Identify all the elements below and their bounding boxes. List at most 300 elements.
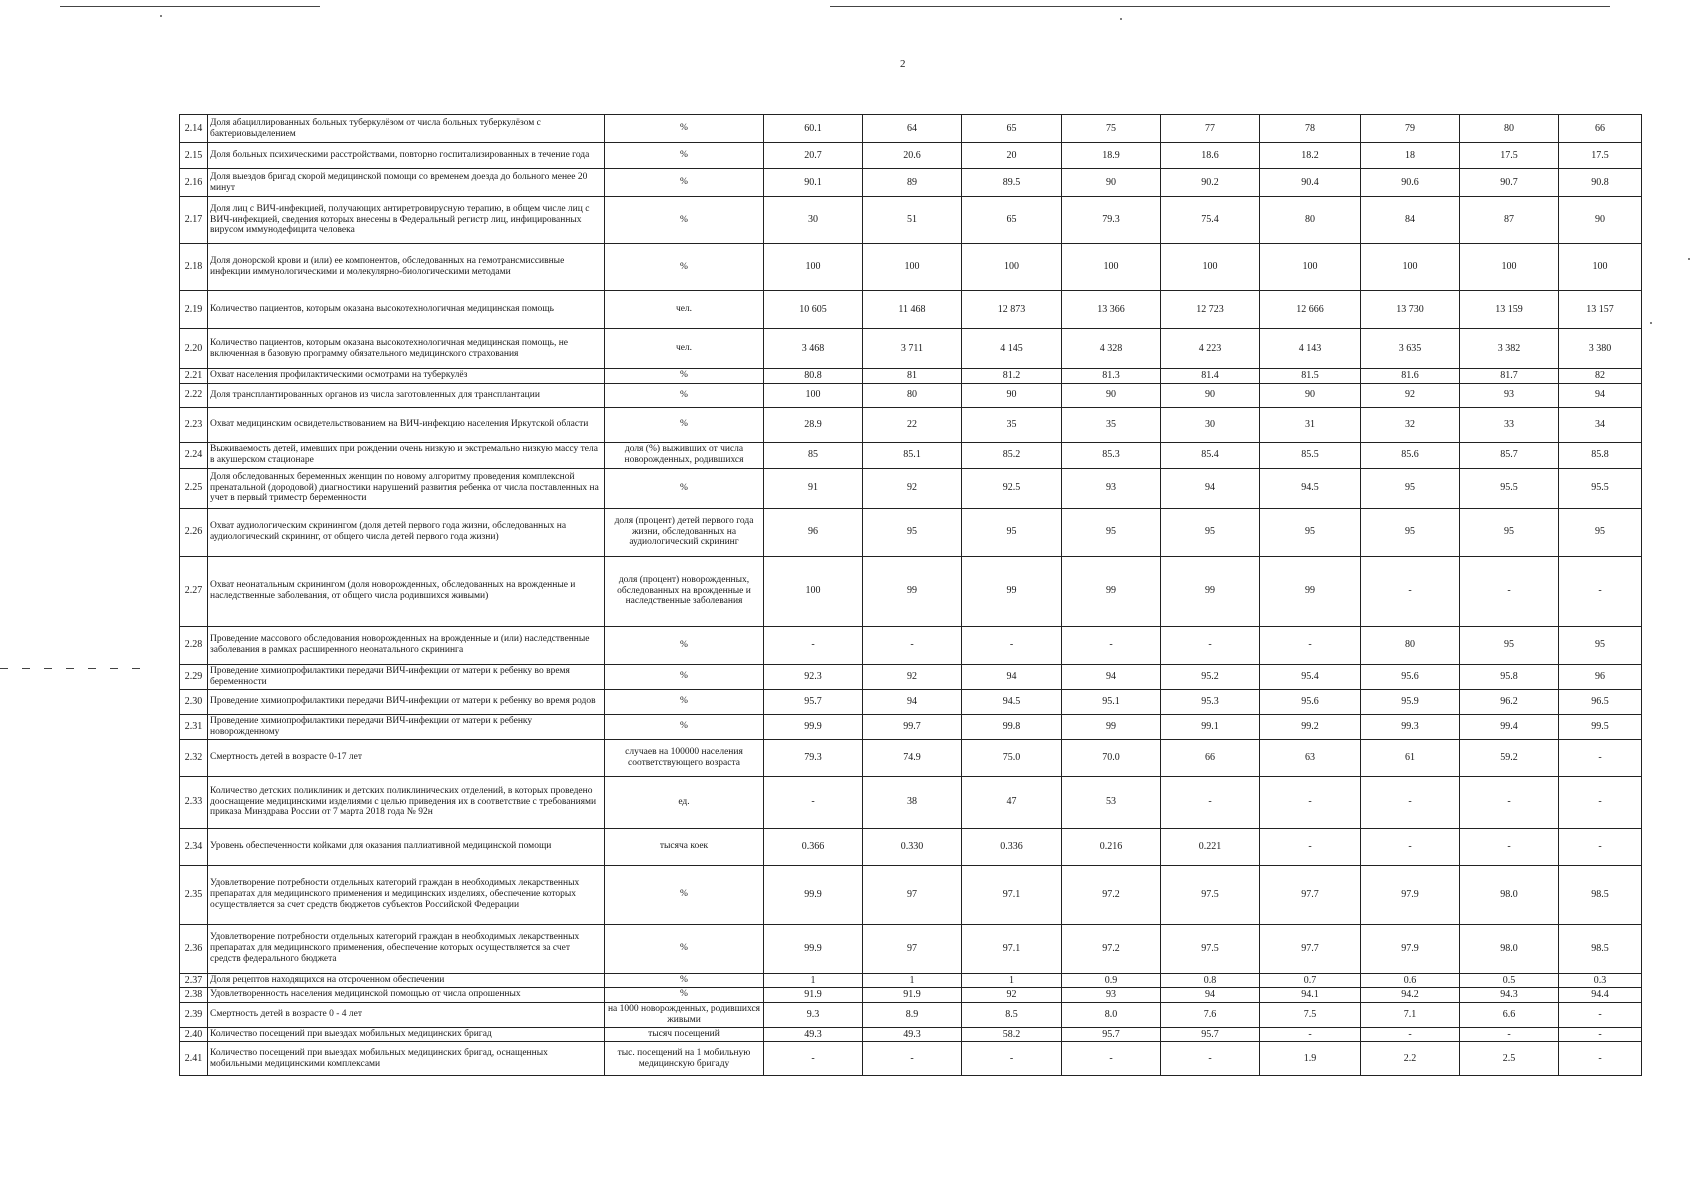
row-number: 2.22 <box>180 383 208 407</box>
row-number: 2.15 <box>180 143 208 169</box>
indicator-value: 92.5 <box>962 468 1062 508</box>
indicator-value: 99.2 <box>1260 714 1361 739</box>
indicator-unit: % <box>605 115 764 143</box>
indicator-value: 0.5 <box>1460 973 1559 988</box>
indicator-value: 20.7 <box>764 143 863 169</box>
indicator-name: Доля обследованных беременных женщин по новому алгоритму проведения комплексной пренатальной (дородовой) диагностики нарушений развития ребенка от числа поставленных на учет в первый триместр беременности <box>208 468 605 508</box>
indicator-value: 84 <box>1361 197 1460 244</box>
indicator-value: 79.3 <box>1062 197 1161 244</box>
indicator-value: 97.7 <box>1260 865 1361 924</box>
indicator-value: 82 <box>1559 369 1642 384</box>
indicator-value: 95.6 <box>1260 689 1361 714</box>
row-number: 2.19 <box>180 291 208 329</box>
table-row <box>180 407 1642 442</box>
indicator-unit: доля (процент) детей первого года жизни, обследованных на аудиологический скрининг <box>605 508 764 556</box>
indicator-name: Доля лиц с ВИЧ-инфекцией, получающих антиретровирусную терапию, в общем числе лиц с ВИЧ-инфекцией, сведения которых внесены в Федеральный регистр лиц, инфицированных вирусом иммунодефицита человека <box>208 197 605 244</box>
indicator-value: 99.3 <box>1361 714 1460 739</box>
row-number: 2.35 <box>180 865 208 924</box>
indicator-value: 99.1 <box>1161 714 1260 739</box>
indicator-value: - <box>1260 626 1361 664</box>
indicator-value: 75.4 <box>1161 197 1260 244</box>
indicator-value: 79.3 <box>764 739 863 776</box>
indicator-value: - <box>1559 1042 1642 1076</box>
indicator-value: 85.3 <box>1062 442 1161 468</box>
indicator-value: - <box>764 776 863 828</box>
indicator-value: 66 <box>1559 115 1642 143</box>
row-number: 2.31 <box>180 714 208 739</box>
indicator-name: Смертность детей в возрасте 0 - 4 лет <box>208 1002 605 1027</box>
indicator-value: 99.8 <box>962 714 1062 739</box>
indicator-value: 18.2 <box>1260 143 1361 169</box>
scan-dot <box>1688 258 1690 260</box>
indicator-value: 65 <box>962 197 1062 244</box>
indicator-value: 90 <box>1161 383 1260 407</box>
indicator-unit: % <box>605 988 764 1003</box>
table-row <box>180 689 1642 714</box>
indicator-value: 97.1 <box>962 924 1062 973</box>
row-number: 2.23 <box>180 407 208 442</box>
indicator-value: - <box>1062 1042 1161 1076</box>
row-number: 2.33 <box>180 776 208 828</box>
indicator-value: 99 <box>962 556 1062 626</box>
indicator-value: 89 <box>863 169 962 197</box>
indicator-value: 2.5 <box>1460 1042 1559 1076</box>
indicator-value: 8.5 <box>962 1002 1062 1027</box>
indicator-name: Охват аудиологическим скринингом (доля детей первого года жизни, обследованных на аудиологический скрининг, от общего числа детей первого года жизни) <box>208 508 605 556</box>
indicator-value: 96.2 <box>1460 689 1559 714</box>
indicator-value: 98.0 <box>1460 865 1559 924</box>
indicator-value: 3 468 <box>764 329 863 369</box>
table-row <box>180 329 1642 369</box>
indicator-value: 97.9 <box>1361 924 1460 973</box>
indicator-value: 81.6 <box>1361 369 1460 384</box>
indicator-value: 95 <box>1460 626 1559 664</box>
table-row <box>180 1042 1642 1076</box>
table-row <box>180 988 1642 1003</box>
indicator-value: - <box>1460 776 1559 828</box>
indicator-value: 99 <box>1161 556 1260 626</box>
indicator-value: 90.7 <box>1460 169 1559 197</box>
indicator-value: 97 <box>863 865 962 924</box>
indicator-value: - <box>1260 828 1361 865</box>
indicator-value: - <box>764 626 863 664</box>
indicator-value: 20 <box>962 143 1062 169</box>
indicator-value: 31 <box>1260 407 1361 442</box>
indicator-value: 8.9 <box>863 1002 962 1027</box>
indicator-value: - <box>1361 556 1460 626</box>
indicator-value: 90.8 <box>1559 169 1642 197</box>
indicator-unit: % <box>605 244 764 291</box>
indicator-value: 77 <box>1161 115 1260 143</box>
indicator-value: 9.3 <box>764 1002 863 1027</box>
indicator-value: 80 <box>863 383 962 407</box>
indicator-name: Охват населения профилактическими осмотрами на туберкулёз <box>208 369 605 384</box>
indicator-unit: % <box>605 924 764 973</box>
indicator-value: 0.221 <box>1161 828 1260 865</box>
indicator-value: 2.2 <box>1361 1042 1460 1076</box>
indicator-value: 30 <box>764 197 863 244</box>
table-row <box>180 143 1642 169</box>
indicator-value: 92 <box>863 664 962 689</box>
indicator-unit: % <box>605 197 764 244</box>
indicator-value: - <box>1559 739 1642 776</box>
indicator-value: 1 <box>764 973 863 988</box>
indicator-value: 4 143 <box>1260 329 1361 369</box>
indicator-value: 94 <box>1559 383 1642 407</box>
indicator-value: 91.9 <box>764 988 863 1003</box>
indicator-value: 95 <box>1260 508 1361 556</box>
indicator-value: 85.4 <box>1161 442 1260 468</box>
indicator-unit: ед. <box>605 776 764 828</box>
indicator-value: 99 <box>1062 714 1161 739</box>
indicator-value: 98.5 <box>1559 865 1642 924</box>
indicator-value: 99.5 <box>1559 714 1642 739</box>
indicator-value: 81.2 <box>962 369 1062 384</box>
indicator-unit: % <box>605 626 764 664</box>
indicator-unit: % <box>605 169 764 197</box>
row-number: 2.27 <box>180 556 208 626</box>
indicator-value: 99.4 <box>1460 714 1559 739</box>
indicator-value: 90.1 <box>764 169 863 197</box>
row-number: 2.41 <box>180 1042 208 1076</box>
indicator-unit: % <box>605 664 764 689</box>
row-number: 2.29 <box>180 664 208 689</box>
table-row <box>180 244 1642 291</box>
indicator-value: - <box>1559 776 1642 828</box>
indicator-value: 81.7 <box>1460 369 1559 384</box>
indicator-unit: случаев на 100000 населения соответствующего возраста <box>605 739 764 776</box>
indicator-value: 99 <box>1260 556 1361 626</box>
indicator-value: 92 <box>863 468 962 508</box>
indicator-name: Проведение химиопрофилактики передачи ВИЧ-инфекции от матери к ребенку новорожденному <box>208 714 605 739</box>
indicator-value: 96 <box>1559 664 1642 689</box>
indicator-unit: доля (%) выживших от числа новорожденных, родившихся <box>605 442 764 468</box>
indicator-value: 1 <box>863 973 962 988</box>
indicator-value: 94.3 <box>1460 988 1559 1003</box>
indicator-value: 49.3 <box>764 1027 863 1042</box>
indicator-value: 95.9 <box>1361 689 1460 714</box>
indicator-name: Проведение массового обследования новорожденных на врожденные и (или) наследственные заболевания в рамках расширенного неонатального скрининга <box>208 626 605 664</box>
row-number: 2.34 <box>180 828 208 865</box>
indicator-value: 85.6 <box>1361 442 1460 468</box>
indicator-value: 99.9 <box>764 865 863 924</box>
indicator-name: Количество пациентов, которым оказана высокотехнологичная медицинская помощь, не включенная в базовую программу обязательного медицинского страхования <box>208 329 605 369</box>
indicator-value: 63 <box>1260 739 1361 776</box>
indicator-value: 100 <box>1559 244 1642 291</box>
indicator-value: 0.9 <box>1062 973 1161 988</box>
indicator-name: Доля выездов бригад скорой медицинской помощи со временем доезда до больного менее 20 минут <box>208 169 605 197</box>
indicator-value: 13 157 <box>1559 291 1642 329</box>
indicator-value: 100 <box>863 244 962 291</box>
table-row <box>180 197 1642 244</box>
indicator-value: 100 <box>1062 244 1161 291</box>
indicator-unit: % <box>605 468 764 508</box>
indicator-value: - <box>1161 776 1260 828</box>
table-row <box>180 383 1642 407</box>
table-row <box>180 626 1642 664</box>
indicator-value: 90.6 <box>1361 169 1460 197</box>
indicator-value: - <box>1460 828 1559 865</box>
indicator-value: - <box>1460 1027 1559 1042</box>
indicator-name: Удовлетворение потребности отдельных категорий граждан в необходимых лекарственных препаратах для медицинского применения и медицинских изделиях, обеспечение которых осуществляется за счет средств бюджетов субъектов Российской Федерации <box>208 865 605 924</box>
row-number: 2.32 <box>180 739 208 776</box>
indicator-value: - <box>1161 1042 1260 1076</box>
indicator-value: 90.4 <box>1260 169 1361 197</box>
indicator-value: 4 223 <box>1161 329 1260 369</box>
indicator-value: 98.5 <box>1559 924 1642 973</box>
indicator-value: 94 <box>1161 988 1260 1003</box>
indicator-value: 51 <box>863 197 962 244</box>
indicator-value: 13 159 <box>1460 291 1559 329</box>
indicator-value: - <box>1062 626 1161 664</box>
table-row <box>180 924 1642 973</box>
indicator-name: Выживаемость детей, имевших при рождении очень низкую и экстремально низкую массу тела в акушерском стационаре <box>208 442 605 468</box>
indicator-value: 28.9 <box>764 407 863 442</box>
indicator-value: 91.9 <box>863 988 962 1003</box>
indicator-value: 95.3 <box>1161 689 1260 714</box>
indicator-value: 7.6 <box>1161 1002 1260 1027</box>
indicator-unit: доля (процент) новорожденных, обследованных на врожденные и наследственные заболевания <box>605 556 764 626</box>
indicator-value: 85 <box>764 442 863 468</box>
indicator-value: 93 <box>1062 988 1161 1003</box>
indicator-value: 85.5 <box>1260 442 1361 468</box>
indicator-value: 80 <box>1460 115 1559 143</box>
indicator-value: 10 605 <box>764 291 863 329</box>
indicator-value: 3 635 <box>1361 329 1460 369</box>
indicator-value: 75 <box>1062 115 1161 143</box>
row-number: 2.37 <box>180 973 208 988</box>
indicator-value: 90.2 <box>1161 169 1260 197</box>
indicator-value: - <box>1559 1002 1642 1027</box>
indicator-name: Проведение химиопрофилактики передачи ВИЧ-инфекции от матери к ребенку во время родов <box>208 689 605 714</box>
indicator-value: - <box>1559 1027 1642 1042</box>
indicator-value: 90 <box>1260 383 1361 407</box>
indicator-value: 90 <box>1062 169 1161 197</box>
indicator-value: 90 <box>1062 383 1161 407</box>
scan-dot <box>160 15 162 17</box>
indicator-value: 20.6 <box>863 143 962 169</box>
indicator-value: 8.0 <box>1062 1002 1161 1027</box>
row-number: 2.16 <box>180 169 208 197</box>
indicator-value: 95 <box>1361 508 1460 556</box>
row-number: 2.14 <box>180 115 208 143</box>
indicator-unit: чел. <box>605 291 764 329</box>
indicator-unit: тысяч посещений <box>605 1027 764 1042</box>
scan-dashes-left <box>0 668 150 669</box>
indicator-value: 60.1 <box>764 115 863 143</box>
indicator-name: Количество детских поликлиник и детских поликлинических отделений, в которых проведено дооснащение медицинскими изделиями с целью приведения их в соответствие с требованиями приказа Минздрава России от 7 марта 2018 года № 92н <box>208 776 605 828</box>
indicator-value: 7.1 <box>1361 1002 1460 1027</box>
indicator-value: 98.0 <box>1460 924 1559 973</box>
indicator-value: 95 <box>863 508 962 556</box>
table-row <box>180 115 1642 143</box>
row-number: 2.39 <box>180 1002 208 1027</box>
row-number: 2.24 <box>180 442 208 468</box>
row-number: 2.30 <box>180 689 208 714</box>
scan-line-top-2 <box>830 6 1610 7</box>
table-row <box>180 508 1642 556</box>
indicator-value: 85.8 <box>1559 442 1642 468</box>
indicator-value: - <box>1260 776 1361 828</box>
indicator-value: 99 <box>1062 556 1161 626</box>
row-number: 2.36 <box>180 924 208 973</box>
indicator-value: - <box>1260 1027 1361 1042</box>
indicator-value: - <box>1559 556 1642 626</box>
indicator-value: 59.2 <box>1460 739 1559 776</box>
row-number: 2.18 <box>180 244 208 291</box>
page-number: 2 <box>900 58 906 70</box>
indicator-value: 13 730 <box>1361 291 1460 329</box>
indicator-unit: % <box>605 383 764 407</box>
indicator-value: 96 <box>764 508 863 556</box>
indicator-value: 94.5 <box>1260 468 1361 508</box>
scan-line-top <box>60 6 320 7</box>
row-number: 2.25 <box>180 468 208 508</box>
indicator-value: 97.5 <box>1161 924 1260 973</box>
indicator-value: 94.4 <box>1559 988 1642 1003</box>
indicator-name: Удовлетворение потребности отдельных категорий граждан в необходимых лекарственных препаратах для медицинского применения, обеспечение которых осуществляется за счет средств федерального бюджета <box>208 924 605 973</box>
table-row <box>180 556 1642 626</box>
indicator-unit: % <box>605 407 764 442</box>
indicator-value: 1.9 <box>1260 1042 1361 1076</box>
indicator-value: 94 <box>1062 664 1161 689</box>
indicator-value: 3 382 <box>1460 329 1559 369</box>
indicator-value: 0.7 <box>1260 973 1361 988</box>
table-row <box>180 291 1642 329</box>
indicator-unit: на 1000 новорожденных, родившихся живыми <box>605 1002 764 1027</box>
indicator-value: 97.2 <box>1062 865 1161 924</box>
indicator-name: Доля больных психическими расстройствами, повторно госпитализированных в течение года <box>208 143 605 169</box>
indicator-name: Количество посещений при выездах мобильных медицинских бригад, оснащенных мобильными медицинскими комплексами <box>208 1042 605 1076</box>
indicator-value: 58.2 <box>962 1027 1062 1042</box>
indicator-value: 47 <box>962 776 1062 828</box>
indicator-value: 3 380 <box>1559 329 1642 369</box>
row-number: 2.40 <box>180 1027 208 1042</box>
indicator-unit: % <box>605 369 764 384</box>
indicator-value: 85.7 <box>1460 442 1559 468</box>
indicator-value: 4 328 <box>1062 329 1161 369</box>
indicator-value: - <box>962 626 1062 664</box>
indicator-value: 93 <box>1062 468 1161 508</box>
indicator-value: 94 <box>962 664 1062 689</box>
indicator-value: 0.216 <box>1062 828 1161 865</box>
indicator-value: 80 <box>1361 626 1460 664</box>
indicator-value: 91 <box>764 468 863 508</box>
row-number: 2.28 <box>180 626 208 664</box>
indicator-value: 90 <box>962 383 1062 407</box>
indicator-value: 97.2 <box>1062 924 1161 973</box>
indicator-value: 13 366 <box>1062 291 1161 329</box>
indicator-value: 75.0 <box>962 739 1062 776</box>
indicator-name: Охват медицинским освидетельствованием на ВИЧ-инфекцию населения Иркутской области <box>208 407 605 442</box>
table-row <box>180 714 1642 739</box>
indicator-value: 100 <box>764 556 863 626</box>
indicator-unit: тыс. посещений на 1 мобильную медицинскую бригаду <box>605 1042 764 1076</box>
indicator-name: Смертность детей в возрасте 0-17 лет <box>208 739 605 776</box>
indicator-value: 95.7 <box>1062 1027 1161 1042</box>
indicator-value: - <box>1559 828 1642 865</box>
indicator-value: 92 <box>1361 383 1460 407</box>
indicator-value: 35 <box>1062 407 1161 442</box>
indicator-value: 100 <box>1361 244 1460 291</box>
indicator-value: 97.5 <box>1161 865 1260 924</box>
indicator-value: 94.5 <box>962 689 1062 714</box>
table-row <box>180 865 1642 924</box>
indicator-value: 61 <box>1361 739 1460 776</box>
indicator-value: 78 <box>1260 115 1361 143</box>
indicator-value: 95.7 <box>764 689 863 714</box>
indicator-value: 65 <box>962 115 1062 143</box>
indicator-value: - <box>1361 1027 1460 1042</box>
indicator-value: 97.9 <box>1361 865 1460 924</box>
indicator-name: Удовлетворенность населения медицинской помощью от числа опрошенных <box>208 988 605 1003</box>
indicator-value: 95 <box>962 508 1062 556</box>
indicator-value: 85.2 <box>962 442 1062 468</box>
indicator-value: 95.4 <box>1260 664 1361 689</box>
indicator-value: - <box>764 1042 863 1076</box>
indicator-value: 97 <box>863 924 962 973</box>
indicator-value: - <box>962 1042 1062 1076</box>
indicator-value: 18.6 <box>1161 143 1260 169</box>
indicator-value: 12 666 <box>1260 291 1361 329</box>
indicator-value: 49.3 <box>863 1027 962 1042</box>
table-row <box>180 442 1642 468</box>
indicator-value: 95 <box>1460 508 1559 556</box>
indicator-value: - <box>1460 556 1559 626</box>
indicator-value: 66 <box>1161 739 1260 776</box>
indicator-value: 97.7 <box>1260 924 1361 973</box>
indicator-value: 3 711 <box>863 329 962 369</box>
indicator-value: - <box>1361 776 1460 828</box>
indicator-name: Уровень обеспеченности койками для оказания паллиативной медицинской помощи <box>208 828 605 865</box>
indicator-value: 0.6 <box>1361 973 1460 988</box>
indicator-value: 34 <box>1559 407 1642 442</box>
row-number: 2.17 <box>180 197 208 244</box>
indicator-value: 53 <box>1062 776 1161 828</box>
indicator-unit: чел. <box>605 329 764 369</box>
row-number: 2.26 <box>180 508 208 556</box>
row-number: 2.20 <box>180 329 208 369</box>
indicator-value: 95.1 <box>1062 689 1161 714</box>
indicator-value: 38 <box>863 776 962 828</box>
indicator-value: 22 <box>863 407 962 442</box>
table-row <box>180 1027 1642 1042</box>
indicator-value: 79 <box>1361 115 1460 143</box>
indicator-value: 100 <box>764 244 863 291</box>
indicator-value: 94 <box>863 689 962 714</box>
indicator-unit: % <box>605 714 764 739</box>
indicator-value: 95.6 <box>1361 664 1460 689</box>
indicator-value: 99.7 <box>863 714 962 739</box>
indicator-value: 95.2 <box>1161 664 1260 689</box>
indicator-unit: % <box>605 865 764 924</box>
table-row <box>180 369 1642 384</box>
indicator-value: 95.7 <box>1161 1027 1260 1042</box>
indicator-value: 100 <box>962 244 1062 291</box>
table-row <box>180 739 1642 776</box>
indicator-value: 94 <box>1161 468 1260 508</box>
indicator-value: 95 <box>1559 508 1642 556</box>
indicator-name: Проведение химиопрофилактики передачи ВИЧ-инфекции от матери к ребенку во время беременности <box>208 664 605 689</box>
indicator-name: Количество посещений при выездах мобильных медицинских бригад <box>208 1027 605 1042</box>
indicator-value: 99.9 <box>764 714 863 739</box>
indicator-value: 97.1 <box>962 865 1062 924</box>
indicator-value: 80 <box>1260 197 1361 244</box>
indicator-name: Доля донорской крови и (или) ее компонентов, обследованных на гемотрансмиссивные инфекции иммунологическими и молекулярно-биологическими методами <box>208 244 605 291</box>
indicator-value: 99 <box>863 556 962 626</box>
indicator-value: 12 873 <box>962 291 1062 329</box>
indicator-value: 7.5 <box>1260 1002 1361 1027</box>
